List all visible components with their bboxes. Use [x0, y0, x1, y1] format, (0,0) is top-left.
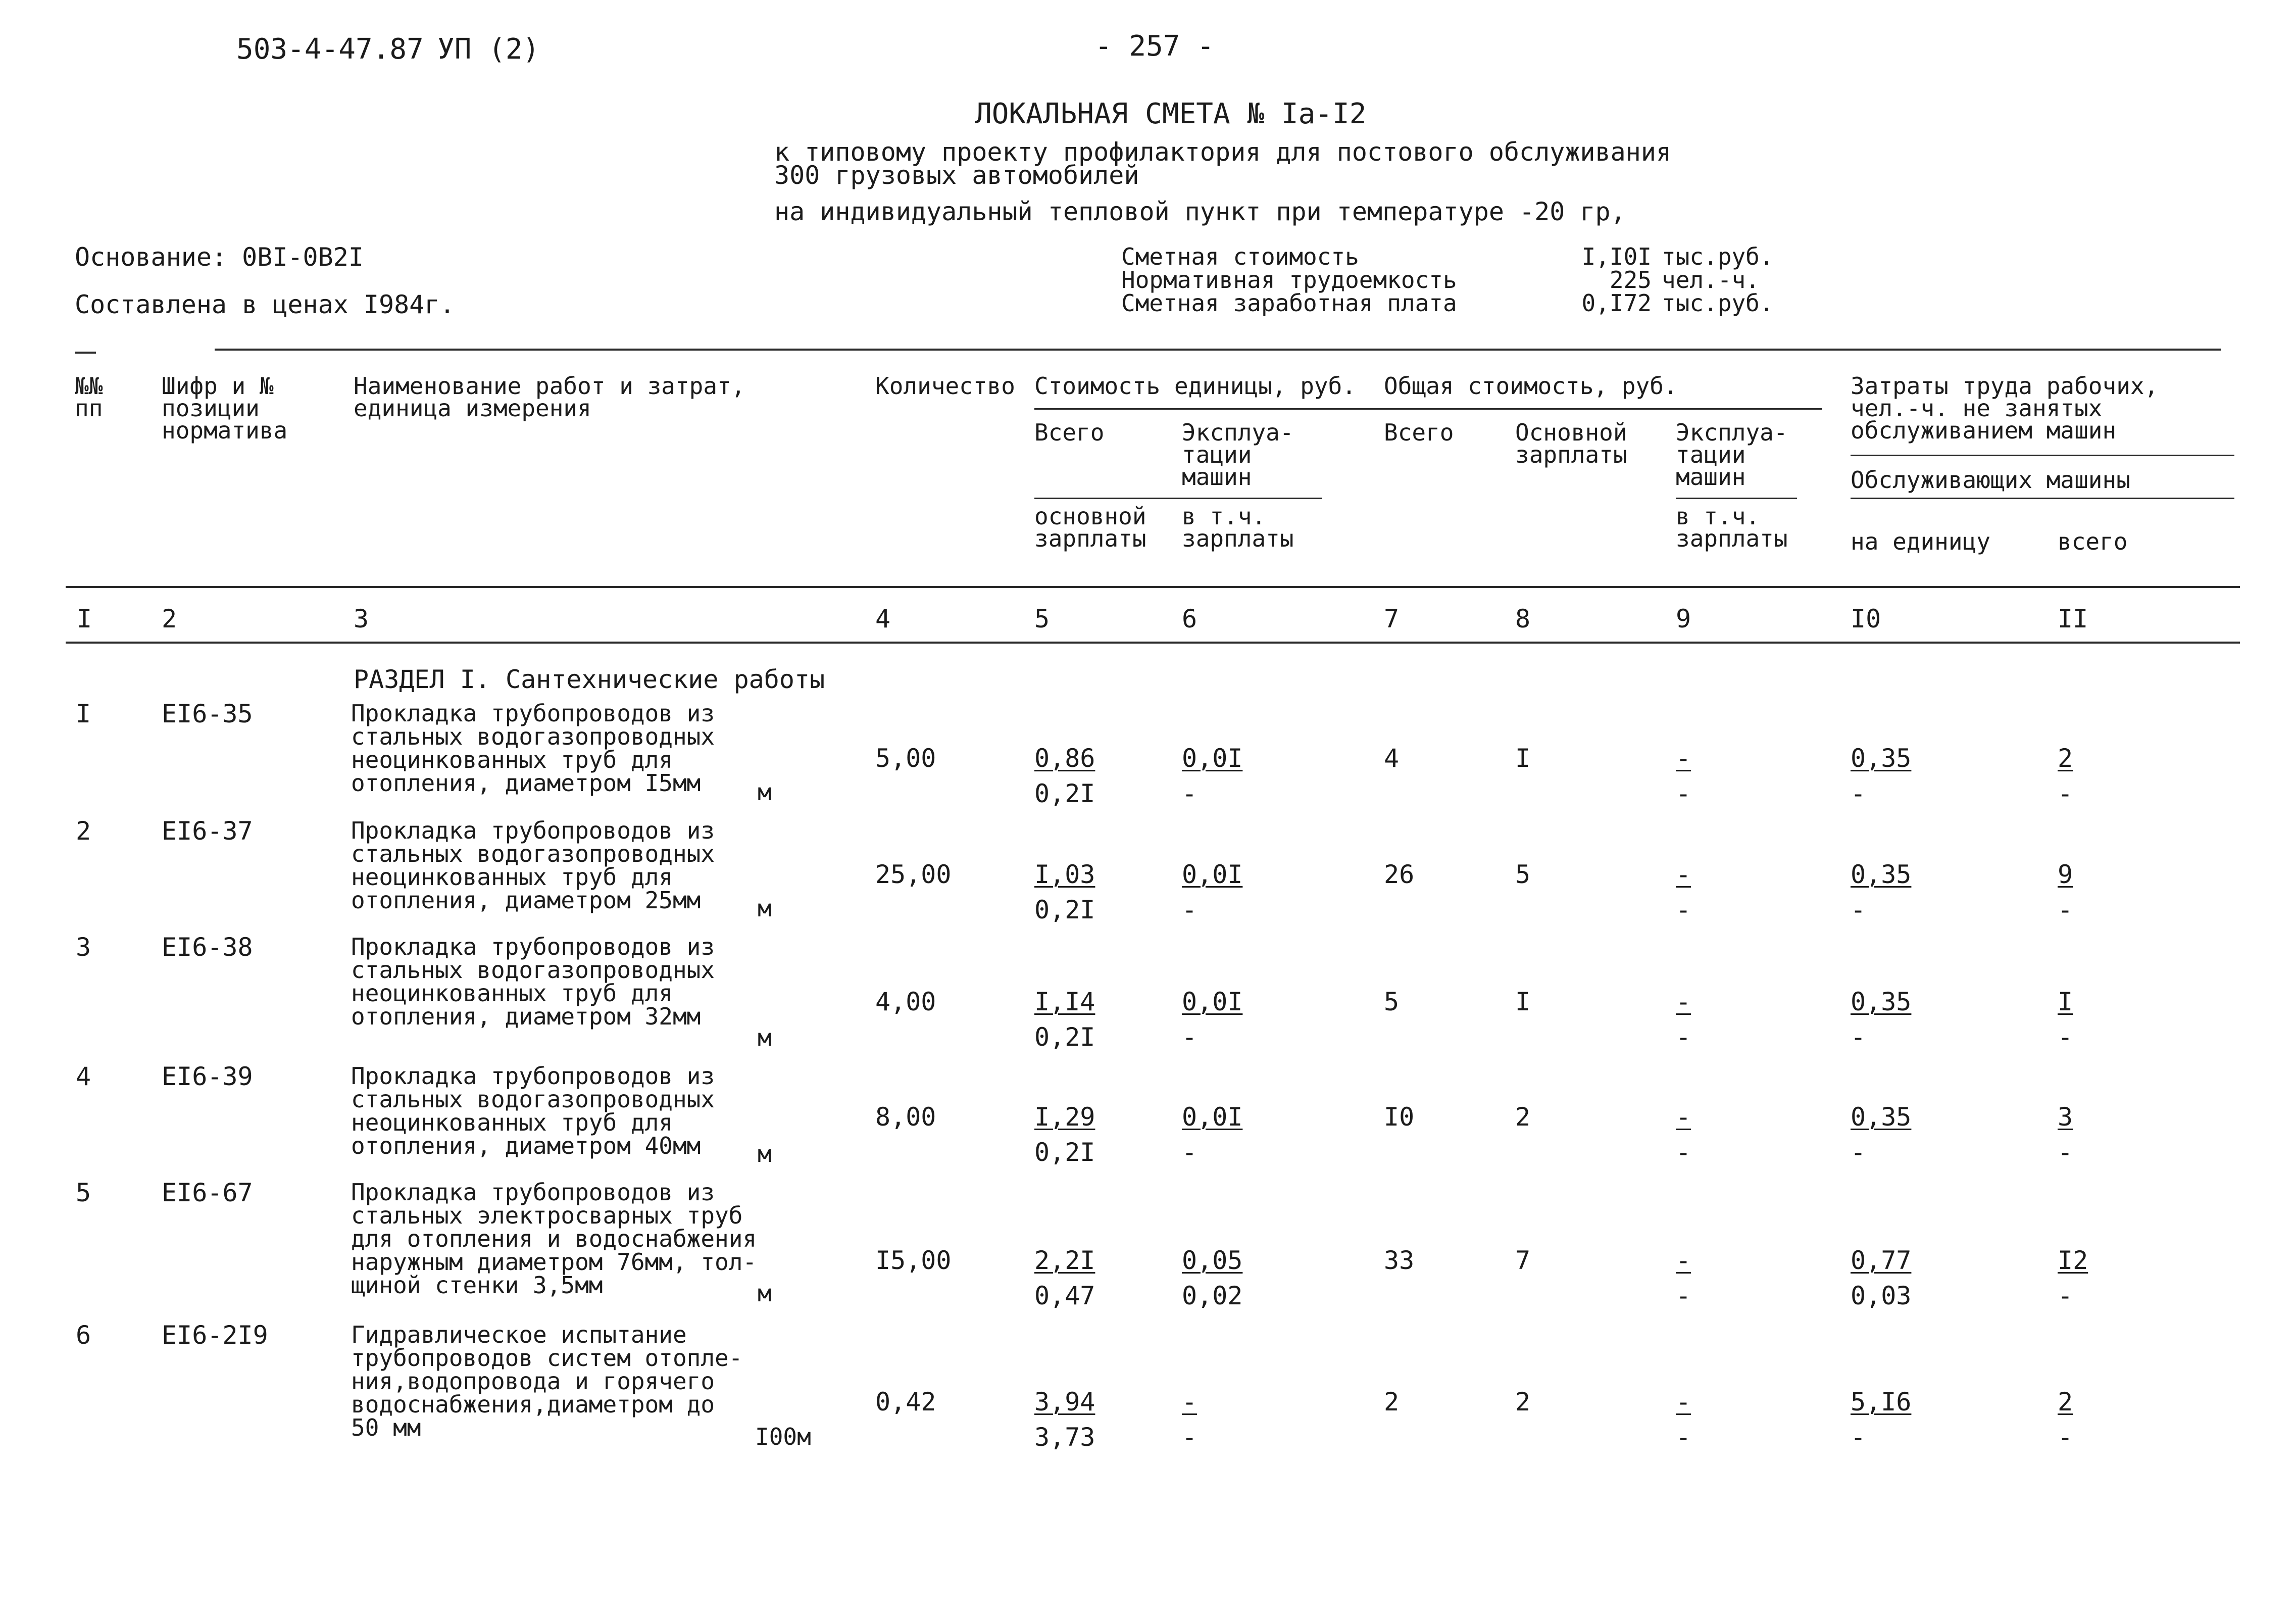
- labor-total: 2: [2058, 744, 2073, 773]
- col-header-labor: Затраты труда рабочих, чел.-ч. не занятых обслуживанием машин: [1851, 372, 2159, 444]
- row-unit: м: [758, 778, 772, 806]
- unit-cost-machines: -: [1182, 1387, 1197, 1417]
- total-wage: 2: [1515, 1102, 1531, 1132]
- row-unit: м: [758, 1280, 772, 1307]
- row-name-line: отопления, диаметром 40мм: [351, 1132, 701, 1159]
- col-header-unit-cost: Стоимость единицы, руб.: [1034, 372, 1356, 400]
- unit-cost-machines-wage: -: [1182, 1022, 1197, 1052]
- summary-label-cost: Сметная стоимость: [1121, 243, 1359, 270]
- summary-label-wage: Сметная заработная плата: [1121, 289, 1457, 317]
- unit-cost-machines-wage: -: [1182, 895, 1197, 924]
- column-number-bottom-rule: [66, 642, 2240, 644]
- labor-total-machines: -: [2058, 1281, 2073, 1310]
- unit-cost-machines: 0,0I: [1182, 744, 1243, 773]
- row-code: EI6-2I9: [162, 1321, 268, 1350]
- row-unit: м: [758, 1024, 772, 1051]
- total-cost: 2: [1384, 1387, 1400, 1417]
- row-name-line: неоцинкованных труб для: [351, 1109, 673, 1136]
- col-header-9-top: Эксплуа- тации машин: [1676, 419, 1788, 491]
- total-machines-wage: -: [1676, 779, 1691, 808]
- column-number: I: [77, 604, 92, 633]
- labor-per-unit: 0,35: [1851, 744, 1912, 773]
- col-header-labor-sub: Обслуживающих машины: [1851, 466, 2130, 494]
- total-cost: 26: [1384, 860, 1415, 889]
- row-number: 3: [76, 933, 91, 962]
- column-number: 3: [354, 604, 369, 633]
- summary-unit-labor: чел.-ч.: [1662, 266, 1760, 294]
- unit-cost-total: I,I4: [1034, 987, 1095, 1016]
- unit-cost-wage: 0,2I: [1034, 1138, 1095, 1167]
- unit-cost-machines-wage: -: [1182, 779, 1197, 808]
- row-quantity: 0,42: [875, 1387, 936, 1417]
- row-number: 6: [76, 1321, 91, 1350]
- total-machines: -: [1676, 1102, 1691, 1132]
- col-header-6-bottom: в т.ч. зарплаты: [1182, 503, 1294, 552]
- unit-cost-total: 0,86: [1034, 744, 1095, 773]
- summary-unit-wage: тыс.руб.: [1662, 289, 1774, 317]
- col-header-5-bottom: основной зарплаты: [1034, 503, 1146, 552]
- unit-cost-total: I,03: [1034, 860, 1095, 889]
- row-code: EI6-35: [162, 699, 253, 728]
- col-header-quantity: Количество: [875, 372, 1015, 400]
- total-cost-subrule: [1676, 498, 1797, 499]
- row-name-line: ния,водопровода и горячего: [351, 1368, 715, 1395]
- page-number: - 257 -: [1095, 30, 1215, 63]
- row-unit: м: [758, 895, 772, 922]
- row-code: EI6-38: [162, 933, 253, 962]
- total-cost: 33: [1384, 1246, 1415, 1275]
- row-name-line: трубопроводов систем отопле-: [351, 1344, 743, 1372]
- labor-per-unit: 0,35: [1851, 987, 1912, 1016]
- unit-cost-machines-wage: -: [1182, 1423, 1197, 1452]
- labor-per-unit-machines: -: [1851, 1138, 1866, 1167]
- total-wage: I: [1515, 987, 1531, 1016]
- row-number: 2: [76, 816, 91, 846]
- total-cost: 5: [1384, 987, 1400, 1016]
- total-machines: -: [1676, 744, 1691, 773]
- unit-cost-total: I,29: [1034, 1102, 1095, 1132]
- unit-cost-machines: 0,05: [1182, 1246, 1243, 1275]
- column-number: 6: [1182, 604, 1197, 633]
- row-name-line: Прокладка трубопроводов из: [351, 700, 715, 727]
- row-code: EI6-39: [162, 1062, 253, 1091]
- row-quantity: 4,00: [875, 987, 936, 1016]
- total-cost: 4: [1384, 744, 1400, 773]
- row-name-line: неоцинкованных труб для: [351, 746, 673, 773]
- total-cost: I0: [1384, 1102, 1415, 1132]
- row-name-line: Прокладка трубопроводов из: [351, 933, 715, 960]
- row-name-line: наружным диаметром 76мм, тол-: [351, 1248, 757, 1276]
- total-machines: -: [1676, 1387, 1691, 1417]
- unit-cost-machines: 0,0I: [1182, 987, 1243, 1016]
- labor-per-unit-machines: -: [1851, 779, 1866, 808]
- row-name-line: для отопления и водоснабжения: [351, 1225, 757, 1252]
- labor-total: 3: [2058, 1102, 2073, 1132]
- total-machines-wage: -: [1676, 1138, 1691, 1167]
- row-code: EI6-67: [162, 1178, 253, 1207]
- row-number: 4: [76, 1062, 91, 1091]
- labor-total-machines: -: [2058, 1423, 2073, 1452]
- labor-per-unit-machines: -: [1851, 1022, 1866, 1052]
- row-number: I: [76, 699, 91, 728]
- column-number: 9: [1676, 604, 1691, 633]
- labor-total-machines: -: [2058, 1138, 2073, 1167]
- doc-part: УП (2): [437, 33, 540, 66]
- title-line-1: к типовому проекту профилактория для постового обслуживания: [774, 137, 1672, 167]
- total-machines: -: [1676, 1246, 1691, 1275]
- summary-value-labor: 225: [1609, 266, 1652, 294]
- row-name-line: стальных водогазопроводных: [351, 840, 715, 867]
- row-name-line: отопления, диаметром 25мм: [351, 887, 701, 914]
- row-quantity: 5,00: [875, 744, 936, 773]
- labor-per-unit: 0,35: [1851, 860, 1912, 889]
- row-name-line: стальных водогазопроводных: [351, 723, 715, 750]
- labor-total-machines: -: [2058, 779, 2073, 808]
- row-quantity: 8,00: [875, 1102, 936, 1132]
- total-machines: -: [1676, 987, 1691, 1016]
- col-header-10: на единицу: [1851, 528, 1990, 555]
- labor-per-unit-machines: -: [1851, 1423, 1866, 1452]
- price-basis: Составлена в ценах I984г.: [75, 290, 455, 319]
- row-quantity: 25,00: [875, 860, 952, 889]
- unit-cost-wage: 0,2I: [1034, 1022, 1095, 1052]
- title-line-2: 300 грузовых автомобилей: [774, 161, 1139, 190]
- total-wage: 7: [1515, 1246, 1531, 1275]
- row-quantity: I5,00: [875, 1246, 952, 1275]
- column-number: 4: [875, 604, 891, 633]
- summary-label-labor: Нормативная трудоемкость: [1121, 266, 1457, 294]
- row-name-line: стальных водогазопроводных: [351, 1086, 715, 1113]
- labor-sub-rule: [1851, 498, 2234, 499]
- row-name-line: Прокладка трубопроводов из: [351, 817, 715, 844]
- unit-cost-machines: 0,0I: [1182, 860, 1243, 889]
- row-name-line: неоцинкованных труб для: [351, 863, 673, 891]
- unit-cost-wage: 3,73: [1034, 1423, 1095, 1452]
- unit-cost-total: 2,2I: [1034, 1246, 1095, 1275]
- col-header-5-top: Всего: [1034, 419, 1105, 446]
- row-name-line: отопления, диаметром I5мм: [351, 769, 701, 797]
- column-number: II: [2058, 604, 2088, 633]
- row-name-line: стальных электросварных труб: [351, 1202, 743, 1229]
- summary-unit-cost: тыс.руб.: [1662, 243, 1774, 270]
- row-unit: I00м: [755, 1423, 811, 1450]
- unit-cost-machines: 0,0I: [1182, 1102, 1243, 1132]
- title-line-3: на индивидуальный тепловой пункт при температуре -20 гр,: [774, 197, 1626, 226]
- labor-total: 9: [2058, 860, 2073, 889]
- row-name-line: Гидравлическое испытание: [351, 1321, 687, 1348]
- labor-per-unit: 0,35: [1851, 1102, 1912, 1132]
- row-number: 5: [76, 1178, 91, 1207]
- row-name-line: щиной стенки 3,5мм: [351, 1272, 603, 1299]
- total-machines-wage: -: [1676, 895, 1691, 924]
- row-code: EI6-37: [162, 816, 253, 846]
- labor-per-unit-machines: 0,03: [1851, 1281, 1912, 1310]
- row-unit: м: [758, 1140, 772, 1167]
- summary-value-cost: I,I0I: [1581, 243, 1652, 270]
- total-machines-wage: -: [1676, 1281, 1691, 1310]
- basis-value: 0BI-0B2I: [242, 242, 364, 272]
- document-title: ЛОКАЛЬНАЯ СМЕТА № Iа-I2: [975, 97, 1367, 130]
- labor-total: I2: [2058, 1246, 2088, 1275]
- labor-total: 2: [2058, 1387, 2073, 1417]
- row-name-line: Прокладка трубопроводов из: [351, 1062, 715, 1090]
- column-number: 2: [162, 604, 177, 633]
- total-machines: -: [1676, 860, 1691, 889]
- unit-cost-machines-wage: -: [1182, 1138, 1197, 1167]
- row-name-line: стальных водогазопроводных: [351, 956, 715, 984]
- column-number-top-rule: [66, 586, 2240, 588]
- column-number: 7: [1384, 604, 1400, 633]
- row-name-line: Прокладка трубопроводов из: [351, 1179, 715, 1206]
- unit-cost-subrule: [1034, 498, 1322, 499]
- total-wage: 2: [1515, 1387, 1531, 1417]
- col-header-11: всего: [2058, 528, 2128, 555]
- column-number: I0: [1851, 604, 1881, 633]
- column-number: 8: [1515, 604, 1531, 633]
- total-machines-wage: -: [1676, 1022, 1691, 1052]
- col-header-8: Основной зарплаты: [1515, 419, 1627, 468]
- unit-cost-wage: 0,47: [1034, 1281, 1095, 1310]
- unit-cost-total: 3,94: [1034, 1387, 1095, 1417]
- total-wage: 5: [1515, 860, 1531, 889]
- cost-header-rule: [1034, 408, 1822, 410]
- labor-per-unit: 5,I6: [1851, 1387, 1912, 1417]
- col-header-7: Всего: [1384, 419, 1454, 446]
- col-header-6-top: Эксплуа- тации машин: [1182, 419, 1294, 491]
- table-top-rule-stub: [75, 352, 96, 354]
- labor-total-machines: -: [2058, 1022, 2073, 1052]
- labor-per-unit: 0,77: [1851, 1246, 1912, 1275]
- column-number: 5: [1034, 604, 1050, 633]
- col-header-9-bottom: в т.ч. зарплаты: [1676, 503, 1788, 552]
- section-title: РАЗДЕЛ I. Сантехнические работы: [354, 665, 825, 694]
- row-name-line: 50 мм: [351, 1414, 421, 1441]
- basis-label: Основание:: [75, 242, 227, 272]
- labor-per-unit-machines: -: [1851, 895, 1866, 924]
- total-wage: I: [1515, 744, 1531, 773]
- total-machines-wage: -: [1676, 1423, 1691, 1452]
- basis: [75, 242, 364, 272]
- unit-cost-wage: 0,2I: [1034, 779, 1095, 808]
- col-header-num: №№ пп: [75, 372, 103, 422]
- summary-value-wage: 0,I72: [1581, 289, 1652, 317]
- col-header-code: Шифр и № позиции норматива: [162, 372, 288, 444]
- table-top-rule: [215, 349, 2221, 351]
- col-header-name: Наименование работ и затрат, единица измерения: [354, 372, 745, 422]
- labor-header-rule: [1851, 455, 2234, 456]
- labor-total: I: [2058, 987, 2073, 1016]
- row-name-line: неоцинкованных труб для: [351, 980, 673, 1007]
- unit-cost-wage: 0,2I: [1034, 895, 1095, 924]
- unit-cost-machines-wage: 0,02: [1182, 1281, 1243, 1310]
- row-name-line: отопления, диаметром 32мм: [351, 1003, 701, 1030]
- doc-code: 503-4-47.87: [236, 33, 424, 66]
- col-header-total-cost: Общая стоимость, руб.: [1384, 372, 1678, 400]
- row-name-line: водоснабжения,диаметром до: [351, 1391, 715, 1418]
- labor-total-machines: -: [2058, 895, 2073, 924]
